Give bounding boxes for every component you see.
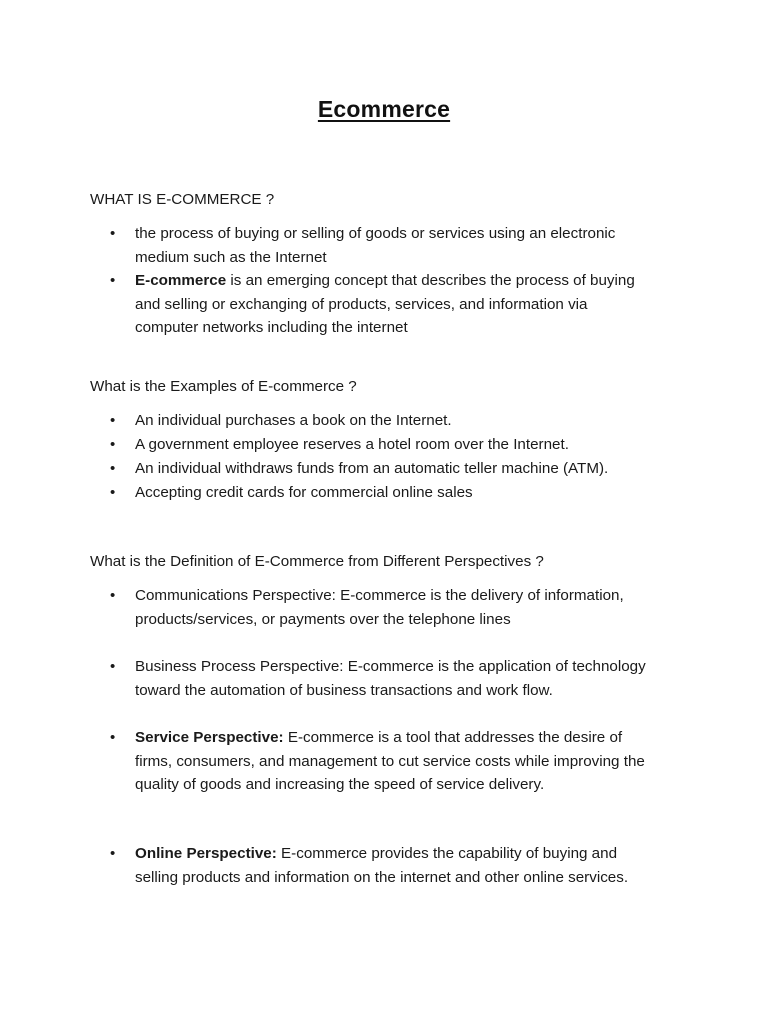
bullet-icon: •: [110, 484, 116, 501]
bullet-icon: •: [110, 272, 116, 289]
list-item-line: the process of buying or selling of goods or services using an electronic: [135, 225, 616, 242]
list-item-line: [135, 726, 695, 750]
bullet-icon: •: [110, 845, 116, 862]
list-item-line: products/services, or payments over the telephone lines: [135, 610, 511, 628]
bold-term: E-commerce: [135, 272, 227, 289]
bullet-icon: •: [110, 658, 116, 675]
bullet-icon: •: [110, 460, 116, 477]
list-item-line-rest: E-commerce provides the capability of buying and: [276, 845, 618, 862]
list-item-line-rest: E-commerce is a tool that addresses the desire of: [283, 729, 623, 746]
list-item-line: computer networks including the internet: [135, 319, 408, 337]
bold-term: Service Perspective:: [135, 729, 284, 746]
list-item-line: selling products and information on the internet and other online services.: [135, 868, 629, 886]
list-item-text: [135, 584, 695, 631]
bold-term: Online Perspective:: [135, 845, 277, 862]
list-item-line: An individual withdraws funds from an automatic teller machine (ATM).: [135, 460, 609, 477]
list-item-line: toward the automation of business transactions and work flow.: [135, 681, 553, 699]
bullet-icon: •: [110, 225, 116, 242]
bullet-icon: •: [110, 587, 116, 604]
list-item-line: A government employee reserves a hotel room over the Internet.: [135, 436, 569, 453]
list-item-line-rest: is an emerging concept that describes the process of buying: [226, 272, 635, 289]
list-item-line: [135, 269, 695, 293]
list-item-text: [135, 655, 695, 702]
list-item-text: [135, 457, 695, 481]
list-item-line: Business Process Perspective: E-commerce is the application of technology: [135, 658, 646, 675]
list-item-text: [135, 409, 695, 433]
list-item-text: [135, 726, 695, 797]
list-item-text: [135, 481, 695, 505]
section-heading-what-is: WHAT IS E-COMMERCE ?: [90, 191, 275, 208]
list-item-line: firms, consumers, and management to cut service costs while improving the: [135, 752, 645, 770]
list-item-text: [135, 269, 695, 340]
list-item-line: quality of goods and increasing the speed of service delivery.: [135, 776, 545, 794]
list-item-line: An individual purchases a book on the Internet.: [135, 412, 452, 429]
bullet-icon: •: [110, 436, 116, 453]
list-item-line: medium such as the Internet: [135, 248, 327, 266]
document-title: Ecommerce: [317, 96, 451, 122]
list-item-line: and selling or exchanging of products, services, and information via: [135, 295, 588, 313]
bullet-icon: •: [110, 729, 116, 746]
list-item-line: [135, 842, 695, 866]
list-item-line: Accepting credit cards for commercial online sales: [135, 484, 473, 501]
list-item-line: Communications Perspective: E-commerce is the delivery of information,: [135, 587, 624, 604]
section-heading-definition: What is the Definition of E-Commerce from Different Perspectives ?: [90, 553, 544, 570]
list-item-text: [135, 222, 695, 269]
bullet-icon: •: [110, 412, 116, 429]
section-heading-examples: What is the Examples of E-commerce ?: [90, 378, 357, 395]
list-item-text: [135, 842, 695, 889]
list-item-text: [135, 433, 695, 457]
